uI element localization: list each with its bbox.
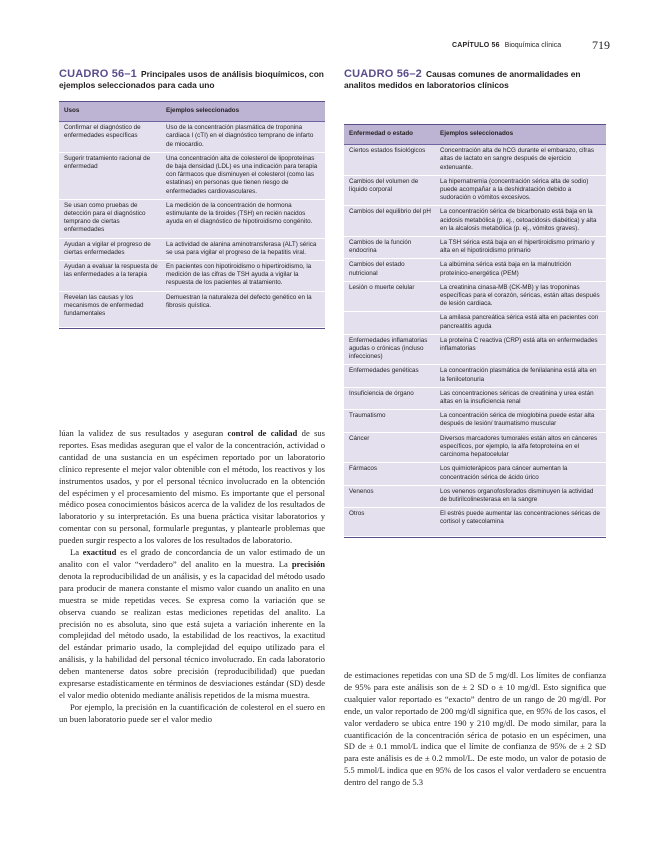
table-cell: El estrés puede aumentar las concentraciones séricas de cortisol y catecolamina bbox=[440, 510, 600, 526]
table-cell: La concentración sérica de bicarbonato está baja en la acidosis metabólica (p. ej., cetoacidosis diabética) y alta en la alcalosis metabólica (p. ej., vómitos graves). bbox=[440, 208, 597, 232]
table-cell: Otros bbox=[349, 510, 365, 518]
table-cell: La albúmina sérica está baja en la malnutrición proteínico-energética (PEM) bbox=[440, 261, 572, 277]
table-cell: La TSH sérica está baja en el hipertiroidismo primario y alta en el hipotiroidismo primario bbox=[440, 239, 595, 255]
box2-title bbox=[344, 69, 609, 91]
table-cell: Enfermedades genéticas bbox=[349, 367, 419, 375]
text-run: de sus reportes. Esas medidas aseguran que el valor de la concentración, actividad o cantidad de una sustancia en un espécimen reportado por un laboratorio clínico represente el mejor valor obtenible con el método, los reactivos y los instrumentos usados, y por el personal técnico involucrado en la obtención del espécimen y el procesamiento del mismo. Es importante que el personal médico posea conocimientos básicos acerca de la validez de los resultados de laboratorio y su interpretación. Es una buena práctica visitar laboratorios y comentar con su personal, formularle preguntas, y plantearle problemas que pueden surgir respecto a los valores de los resultados de laboratorio. bbox=[59, 428, 325, 546]
table-row bbox=[59, 200, 325, 239]
table-cell: Revelan las causas y los mecanismos de enfermedad fundamentales bbox=[64, 293, 144, 318]
box2-title-text: Causas comunes de anormalidades en analitos medidos en laboratorios clínicos bbox=[344, 69, 581, 90]
header-cell: Enfermedad o estado bbox=[349, 130, 414, 137]
paragraph bbox=[59, 547, 325, 702]
text-run: La bbox=[70, 547, 83, 558]
table-cell: La actividad de alanina aminotransferasa (ALT) sérica se usa para vigilar el progreso de la hepatitis viral. bbox=[166, 240, 317, 256]
table-cell: Los quimioterápicos para cáncer aumentan la concentración sérica de ácido úrico bbox=[440, 465, 568, 481]
table-cell: Cambios de la función endocrina bbox=[349, 239, 412, 255]
table-row bbox=[59, 261, 325, 292]
table-cell: Concentración alta de hCG durante el embarazo, cifras altas de lactato en sangre después de ejercicio extenuante. bbox=[440, 147, 595, 171]
table-cell: Diversos marcadores tumorales están altos en cánceres específicos, por ejemplo, la alfa fetoproteína en el carcinoma hepatocelular bbox=[440, 434, 598, 459]
table-cell: Los venenos organofosforados disminuyen la actividad de butirilcolinesterasa en la sangre bbox=[440, 487, 594, 503]
table-row bbox=[344, 145, 606, 176]
table-header-row bbox=[59, 102, 325, 122]
table-cell bbox=[344, 312, 436, 333]
table-row bbox=[59, 153, 325, 200]
header-cell: Ejemplos seleccionados bbox=[166, 107, 240, 114]
table-row bbox=[344, 388, 606, 410]
table-cell: Ayudan a vigilar el progreso de ciertas enfermedades bbox=[64, 240, 151, 256]
header-cell: Ejemplos seleccionados bbox=[440, 130, 514, 137]
table-cell: La concentración sérica de mioglobina puede estar alta después de lesión/ traumatismo muscular bbox=[440, 412, 595, 428]
term-precision: precisión bbox=[291, 558, 325, 569]
table-header-row bbox=[344, 125, 606, 145]
table-cell: La hipernatremia (concentración sérica alta de sodio) puede acompañar a la deshidratación debido a sudoración o vómitos excesivos. bbox=[440, 177, 589, 202]
chapter-label: CAPÍTULO 56 bbox=[452, 42, 500, 49]
table-row bbox=[59, 292, 325, 329]
box2-number: CUADRO 56–2 bbox=[344, 68, 423, 80]
table-row bbox=[344, 335, 606, 366]
text-run: lúan la validez de sus resultados y aseguran bbox=[59, 428, 228, 438]
table-rule bbox=[344, 537, 606, 538]
table-cell: Traumatismo bbox=[349, 412, 386, 420]
table-row bbox=[344, 410, 606, 432]
box1-title bbox=[59, 69, 339, 91]
table-cell: Se usan como pruebas de detección para el diagnóstico temprano de ciertas enfermedades bbox=[64, 201, 146, 234]
table-cell: Sugerir tratamiento racional de enfermedad bbox=[64, 154, 151, 171]
paragraph: de estimaciones repetidas con una SD de 5 mg/dl. Los límites de confianza de 95% para este análisis son de ± 2 SD o ± 10 mg/dl. Esto significa que cualquier valor reportado es “exacto” dentro de un rango de 20 mg/dl. Por ende, un valor reportado de 200 mg/dl significa que, en 95% de los casos, el valor verdadero se ubica entre 190 y 210 mg/dl. De modo similar, para la cuantificación de la concentración sérica de potasio en un espécimen, una SD de ± 0.1 mmol/L indica que el límite de confianza de 95% de ± 2 SD para este análisis es de ± 0.2 mmol/L. De este modo, un valor de potasio de 5.5 mmol/L indica que en 95% de los casos el valor verdadero se encuentra dentro del rango de 5.3 bbox=[344, 670, 606, 788]
table-cell: Cambios del volumen de líquido corporal bbox=[349, 177, 419, 194]
paragraph bbox=[59, 428, 325, 547]
table-cell: Ayudan a evaluar la respuesta de las enfermedades a la terapia bbox=[64, 263, 158, 279]
term-control-calidad: control de calidad bbox=[227, 428, 298, 438]
term-exactitud: exactitud bbox=[82, 547, 117, 558]
table-cell: La creatinina cinasa-MB (CK-MB) y las troponinas específicas para el corazón, séricas, están altas después de lesión cardiaca. bbox=[440, 283, 600, 308]
table-cell: Ciertos estados fisiológicos bbox=[349, 147, 426, 155]
table-cell: La proteína C reactiva (CRP) está alta en enfermedades inflamatorias bbox=[440, 336, 598, 353]
table-row bbox=[344, 176, 606, 207]
paragraph: Por ejemplo, la precisión en la cuantificación de colesterol en el suero en un buen laboratorio puede ser el valor medio bbox=[59, 701, 325, 724]
table-row bbox=[344, 312, 606, 334]
header-cell: Usos bbox=[64, 107, 80, 114]
table-cell: La medición de la concentración de hormona estimulante de la tiroides (TSH) en recién nacidos ayuda en el diagnóstico de hipotiroidismo congénito. bbox=[166, 201, 313, 226]
table-row bbox=[344, 433, 606, 464]
table-cell: Confirmar el diagnóstico de enfermedades específicas bbox=[64, 124, 141, 140]
table-cell: Cáncer bbox=[349, 434, 370, 442]
box1-number: CUADRO 56–1 bbox=[59, 68, 138, 80]
left-column-text bbox=[59, 428, 325, 726]
table-cell: Uso de la concentración plasmática de troponina cardiaca I (cTI) en el diagnóstico temprano de infarto de miocardio. bbox=[166, 124, 314, 148]
table-row bbox=[344, 486, 606, 508]
right-column-text bbox=[344, 670, 606, 789]
table-row bbox=[344, 508, 606, 536]
page-number: 719 bbox=[592, 38, 610, 52]
table-row bbox=[344, 237, 606, 259]
box1-table bbox=[59, 101, 325, 329]
table-cell: Las concentraciones séricas de creatinina y urea están altas en la insuficiencia renal bbox=[440, 389, 594, 406]
table-cell: Enfermedades inflamatorias agudas o crónicas (incluso infecciones) bbox=[349, 336, 428, 361]
table-row bbox=[344, 463, 606, 485]
table-row bbox=[344, 282, 606, 313]
table-cell: La concentración plasmática de fenilalanina está alta en la fenilcetonuria bbox=[440, 367, 597, 383]
text-run: es el grado de concordancia de un valor estimado de un analito con el valor “verdadero” del analito en la muestra. La bbox=[59, 547, 325, 569]
table-cell: Una concentración alta de colesterol de lipoproteínas de baja densidad (LDL) es una indicación para terapia con fármacos que disminuyen el colesterol (como las estatinas) en personas que tienen riesgo de enfermedades cardiovasculares. bbox=[166, 154, 318, 195]
table-cell: Demuestran la naturaleza del defecto genético en la fibrosis quística. bbox=[166, 293, 312, 309]
table-cell: La amilasa pancreática sérica está alta en pacientes con pancreatitis aguda bbox=[440, 314, 599, 330]
table-cell: Cambios del estado nutricional bbox=[349, 261, 405, 277]
text-run: denota la reproducibilidad de un análisis, y es la capacidad del método usado para producir de manera constante el mismo valor cuando un analito en una muestra se mide repetidas veces. Se expresa como la variación que se observa cuando se realizan estas mediciones repetidas del analito. La precisión no es absoluta, sino que está sujeta a variación inherente en la complejidad del método usado, la estabilidad de los reactivos, la exactitud del estándar primario usado, la complejidad del equipo utilizado para el análisis, y la habilidad del personal técnico involucrado. En cada laboratorio deben mantenerse datos sobre precisión (reproducibilidad) que puedan expresarse estadísticamente en términos de desviaciones estándar (SD) desde el valor medio obtenido mediante análisis repetidos de la misma muestra. bbox=[59, 570, 325, 700]
table-cell: Venenos bbox=[349, 487, 374, 495]
box2-table bbox=[344, 124, 606, 538]
table-row bbox=[59, 239, 325, 261]
table-rule bbox=[59, 328, 325, 329]
table-cell: Lesión o muerte celular bbox=[349, 283, 415, 291]
table-cell: Insuficiencia de órgano bbox=[349, 389, 414, 397]
table-row bbox=[344, 365, 606, 387]
table-row bbox=[59, 122, 325, 153]
table-row bbox=[344, 259, 606, 281]
box1-title-text: Principales usos de análisis bioquímicos, con ejemplos seleccionados para cada uno bbox=[59, 69, 324, 90]
table-cell: Cambios del equilibrio del pH bbox=[349, 208, 431, 216]
table-row bbox=[344, 206, 606, 237]
table-cell: En pacientes con hipotiroidismo o hipertiroidismo, la medición de las cifras de TSH ayuda a vigilar la respuesta de los pacientes al tratamiento. bbox=[166, 263, 312, 287]
table-cell: Fármacos bbox=[349, 465, 377, 473]
section-label: Bioquímica clínica bbox=[504, 42, 562, 49]
